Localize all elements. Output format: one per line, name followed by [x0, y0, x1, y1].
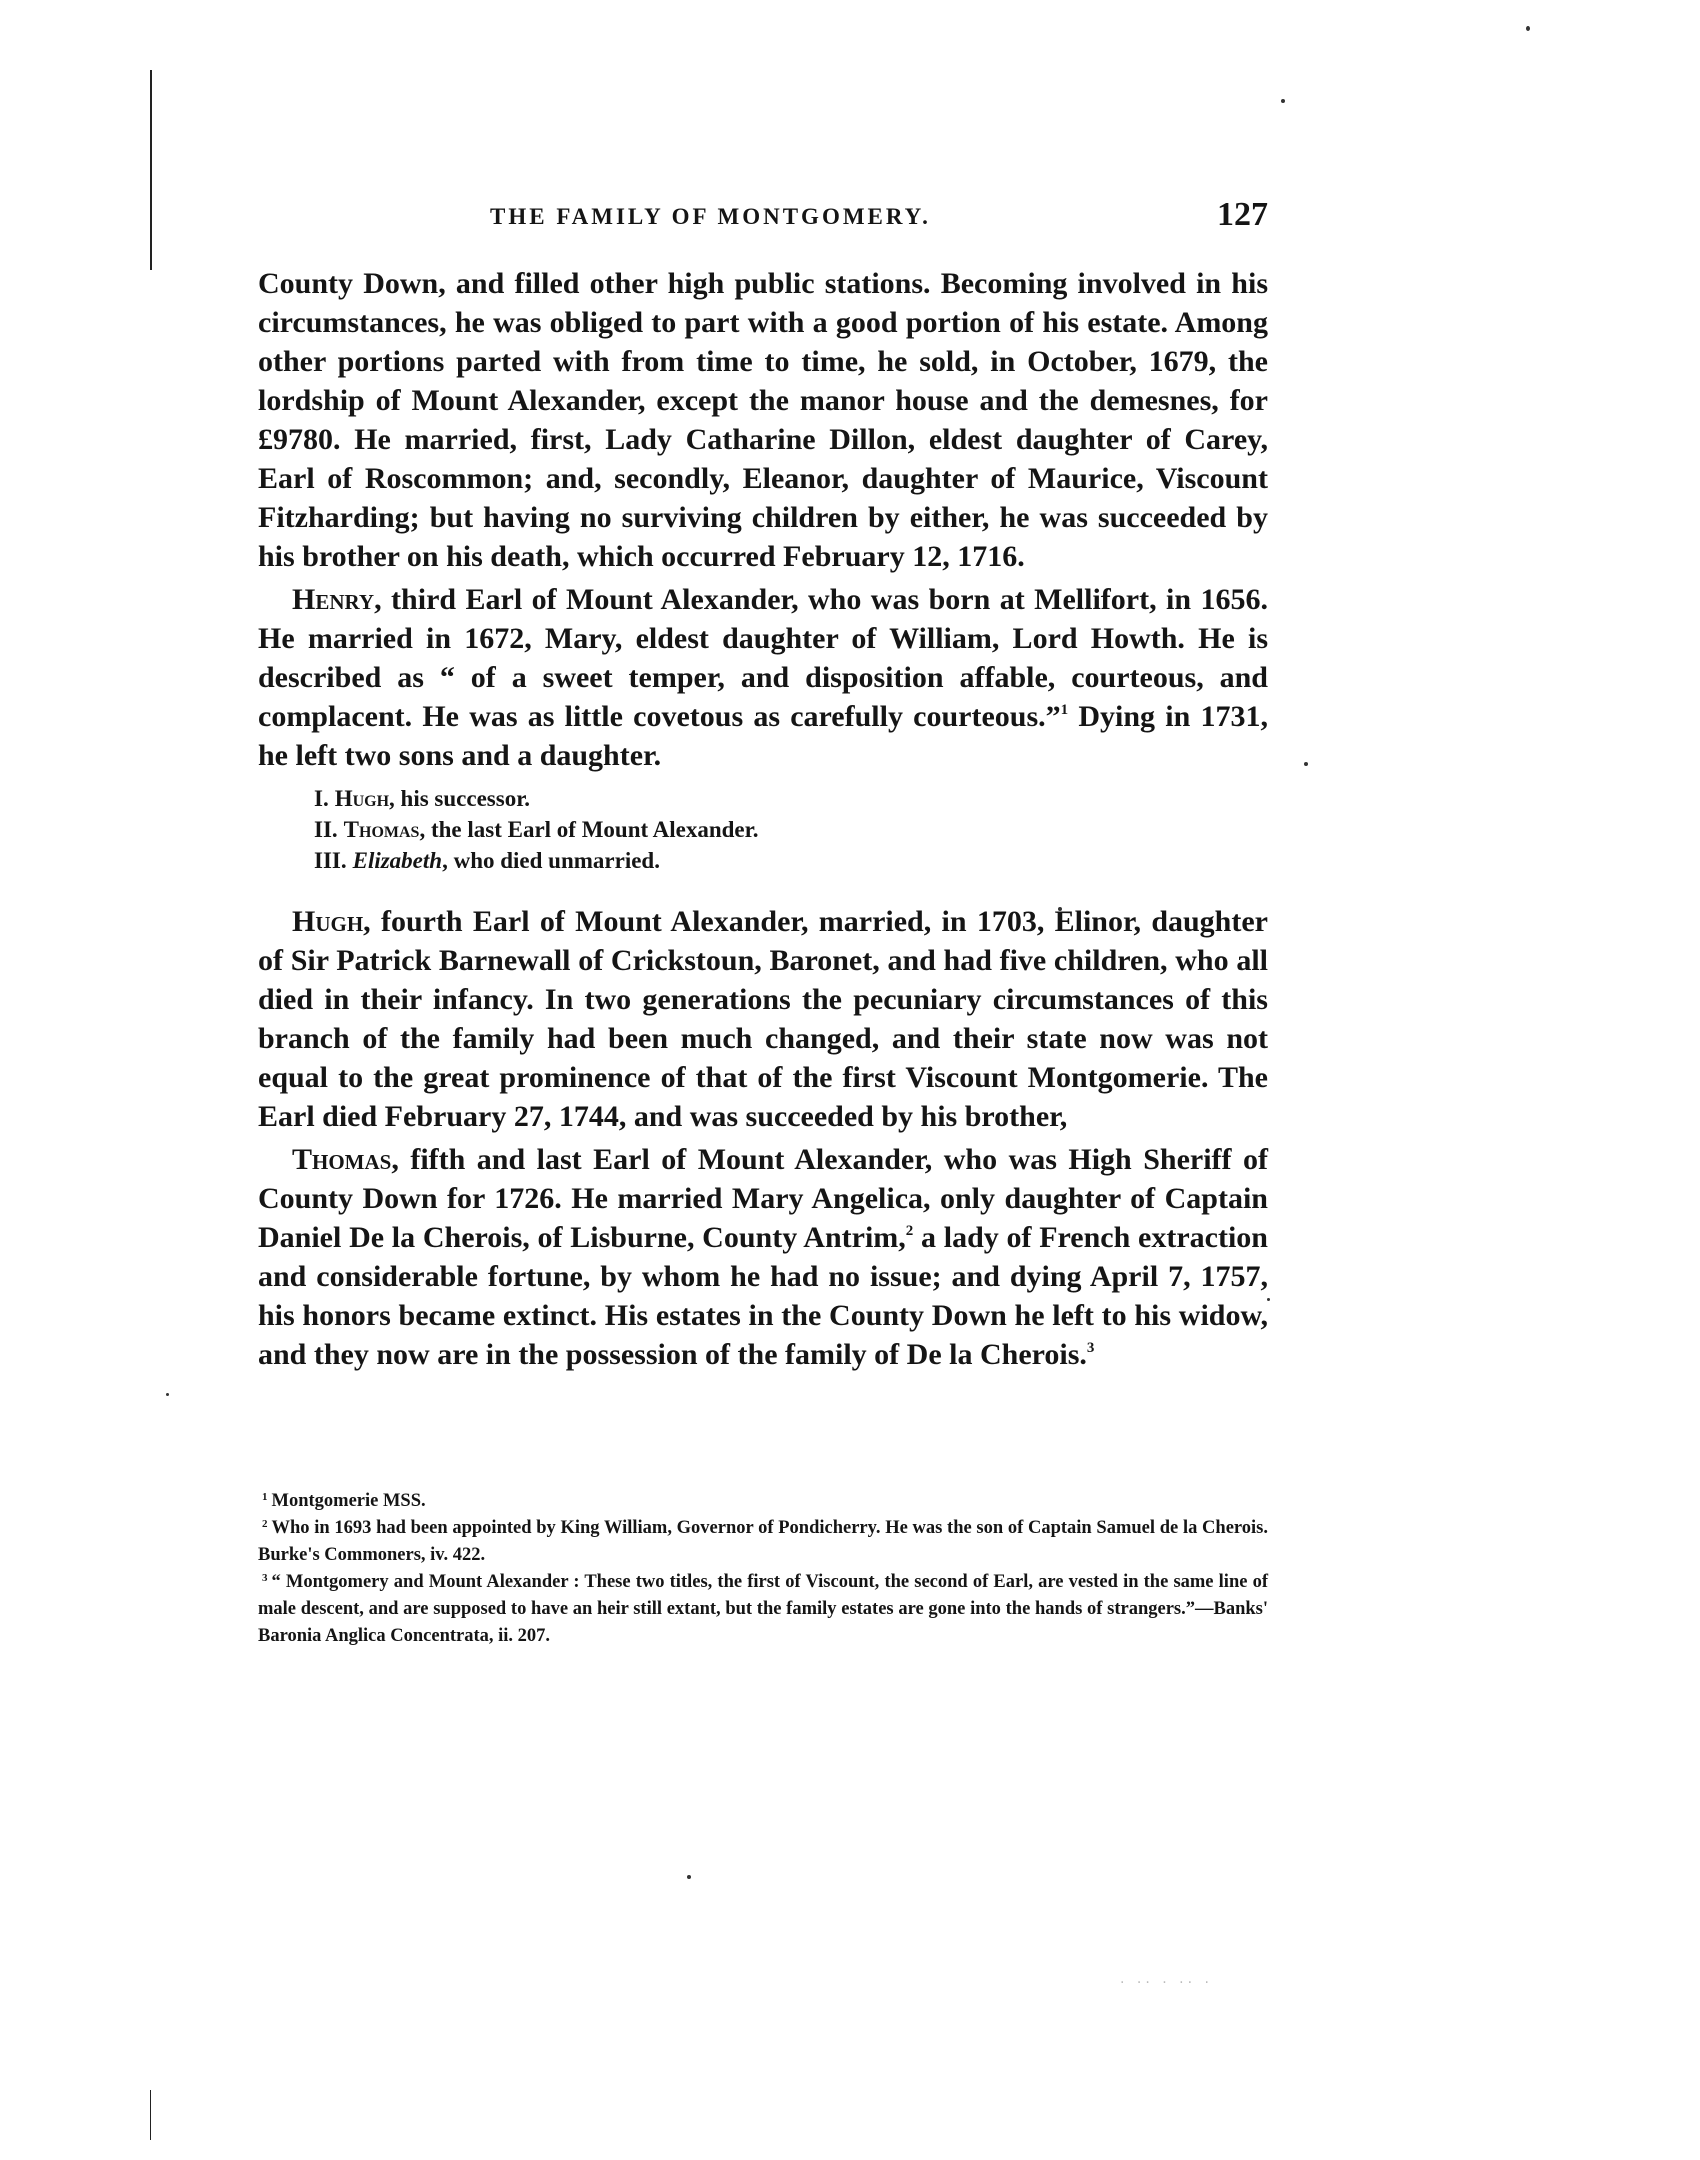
- paragraph-continuation: County Down, and filled other high public stations. Becoming involved in his circumstances, he was obliged to part with a good portion of his estate. Among other portions parted with from time to time, he sold, in October, 1679, the lordship of Mount Alexander, except the manor house and the demesnes, for £9780. He married, first, Lady Catharine Dillon, eldest daughter of Carey, Earl of Roscommon; and, secondly, Eleanor, daughter of Maurice, Viscount Fitzharding; but having no surviving children by either, he was succeeded by his brother on his death, which occurred February 12, 1716.: [258, 267, 1268, 573]
- page-number: 127: [1217, 196, 1268, 233]
- paragraph-text: a lady of French extraction and considerable fortune, by whom he had no issue; and dying April 7, 1757, his honors became extinct. His estates in the County Down he left to his widow, and they now are in the possession of the family of De la Cherois.: [258, 1221, 1268, 1371]
- child-desc: , the last Earl of Mount Alexander.: [419, 817, 759, 842]
- paragraph-hugh: [258, 902, 1268, 1136]
- footnote: [258, 1515, 1268, 1569]
- paragraph-text: Dying in 1731, he left two sons and a daughter.: [258, 700, 1268, 772]
- footnote: [258, 1488, 1268, 1515]
- child-desc: , who died unmarried.: [442, 848, 660, 873]
- child-entry: [314, 783, 1268, 814]
- scan-edge-line: [150, 70, 152, 270]
- scan-edge-line: [150, 2090, 151, 2140]
- footnotes: [258, 1488, 1268, 1650]
- footnote-text: “ Montgomery and Mount Alexander : These two titles, the first of Viscount, the second of Earl, are vested in the same line of male descent, and are supposed to have an heir still extant, but the family estates are gone into the hands of strangers.”—Banks' Baronia Anglica Concentrata, ii. 207.: [258, 1572, 1268, 1646]
- child-entry: [314, 814, 1268, 845]
- entry-name: Henry: [292, 583, 375, 616]
- page-header: [258, 196, 1268, 240]
- child-numeral: III.: [314, 848, 347, 873]
- body-text: [258, 264, 1268, 1374]
- footnote-ref: 3: [1086, 1340, 1095, 1356]
- paragraph-text: , third Earl of Mount Alexander, who was born at Mellifort, in 1656. He married in 1672, Mary, eldest daughter of William, Lord Howth. He is described as “ of a sweet temper, and disposition affable, courteous, and complacent. He was as little covetous as carefully courteous.”: [258, 583, 1268, 733]
- child-name: Hugh: [334, 786, 390, 811]
- children-list: [314, 783, 1268, 876]
- scan-speck: [166, 1393, 169, 1396]
- footnote-text: Montgomerie MSS.: [271, 1491, 426, 1511]
- child-numeral: I.: [314, 786, 329, 811]
- child-name: Elizabeth: [352, 848, 443, 873]
- paragraph-text: , fourth Earl of Mount Alexander, married, in 1703, Elinor, daughter of Sir Patrick Barnewall of Crickstoun, Baronet, and had five children, who all died in their infancy. In two generations the pecuniary circumstances of this branch of the family had been much changed, and their state now was not equal to the great prominence of that of the first Viscount Montgomerie. The Earl died February 27, 1744, and was succeeded by his brother,: [258, 905, 1268, 1133]
- scan-speck: [1526, 26, 1530, 31]
- paragraph-thomas: [258, 1140, 1268, 1374]
- running-head: THE FAMILY OF MONTGOMERY.: [490, 204, 931, 229]
- scan-speck: [1281, 99, 1285, 103]
- entry-name: Thomas: [292, 1143, 392, 1176]
- scan-speck: [1304, 762, 1308, 766]
- footnote-mark: 2: [262, 1518, 268, 1530]
- scan-speck: [687, 1875, 691, 1879]
- child-entry: [314, 845, 1268, 876]
- footnote-ref: 1: [1060, 702, 1069, 718]
- footnote: [258, 1569, 1268, 1650]
- paragraph-henry: [258, 580, 1268, 775]
- footnote-text: Who in 1693 had been appointed by King William, Governor of Pondicherry. He was the son of Captain Samuel de la Cherois. Burke's Commoners, iv. 422.: [258, 1518, 1268, 1565]
- child-name: Thomas: [343, 817, 420, 842]
- child-numeral: II.: [314, 817, 338, 842]
- footnote-ref: 2: [905, 1223, 914, 1239]
- footnote-mark: 1: [262, 1491, 268, 1503]
- library-stamp-smudge: · ·· · ·· ·: [1120, 1975, 1213, 1991]
- child-desc: , his successor.: [389, 786, 531, 811]
- paragraph-text: , fifth and last Earl of Mount Alexander, who was High Sheriff of County Down for 1726. He married Mary Angelica, only daughter of Captain Daniel De la Cherois, of Lisburne, County Antrim,: [258, 1143, 1268, 1254]
- entry-name: Hugh: [292, 905, 364, 938]
- footnote-mark: 3: [262, 1572, 268, 1584]
